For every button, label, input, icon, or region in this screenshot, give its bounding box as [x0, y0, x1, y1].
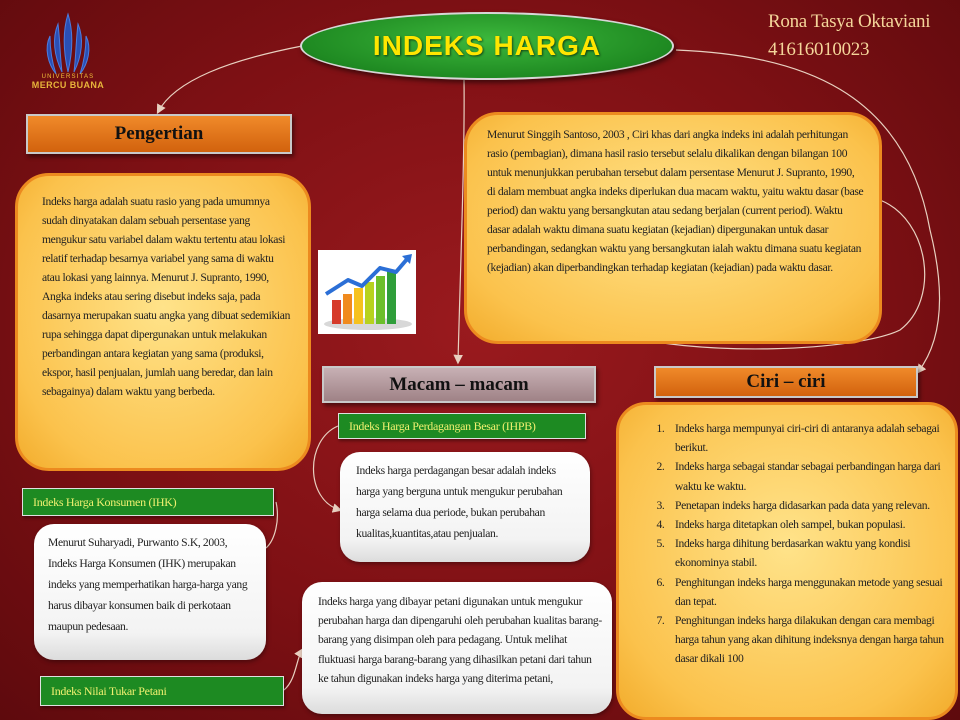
logo-text: [14, 74, 122, 89]
author-name: Rona Tasya Oktaviani: [768, 11, 931, 32]
author-block: [768, 8, 930, 64]
ciri-list-item: 3. Penetapan indeks harga didasarkan pada data yang relevan.: [667, 496, 945, 515]
ihk-text: Menurut Suharyadi, Purwanto S.K, 2003, Indeks Harga Konsumen (IHK) merupakan indeks yang memperhatikan harga-harga yang harus dibayar konsumen baik di perkotaan maupun pedesaan.: [48, 536, 248, 633]
author-id: 41616010023: [768, 39, 870, 60]
ihpb-box: [340, 452, 590, 562]
ciri-list-item: 6. Penghitungan indeks harga menggunakan metode yang sesuai dan tepat.: [667, 573, 945, 611]
ihk-label: [22, 488, 274, 516]
ihk-label-text: Indeks Harga Konsumen (IHK): [33, 494, 177, 509]
ciri-list-box: [616, 402, 958, 720]
ihpb-text: Indeks harga perdagangan besar adalah indeks harga yang berguna untuk mengukur perubahan harga selama dua periode, bukan perubahan kualitas,kuantitas,atau penjualan.: [356, 464, 563, 540]
line-to-ntp: [284, 650, 302, 690]
ciri-list-item: 2. Indeks harga sebagai standar sebagai perbandingan harga dari waktu ke waktu.: [667, 457, 945, 495]
line-to-ihpb: [313, 426, 340, 510]
pengertian-header: [26, 114, 292, 154]
ciri-definition-text: Menurut Singgih Santoso, 2003 , Ciri khas dari angka indeks ini adalah perhitungan rasio (pembagian), dimana hasil rasio tersebut selalu dikalikan dengan bilangan 100 untuk menunjukkan perubahan tersebut dalam persentase Menurut J. Supranto, 1990, di dalam membuat angka indeks diperlukan dua macam waktu, yaitu waktu dasar (base period) dan waktu yang bersangkutan atau sedang berjalan (current period). Waktu dasar adalah waktu dimana suatu kegiatan (kejadian) dipergunakan untuk dasar perbandingan, sedangkan waktu yang bersangkutan ialah waktu dimana suatu kegiatan (kejadian) akan diperbandingkan terhadap kegiatan (kejadian) pada waktu dasar.: [487, 128, 864, 274]
ntp-label: [40, 676, 284, 706]
ciri-list-item: 1. Indeks harga mempunyai ciri-ciri di antaranya adalah sebagai berikut.: [667, 419, 945, 457]
ciri-list-item: 7. Penghitungan indeks harga dilakukan dengan cara membagi harga tahun yang akan dihitung indeksnya dengan harga tahun dasar dikali 100: [667, 611, 945, 669]
arrow-to-pengertian: [158, 46, 302, 112]
page-title: INDEKS HARGA: [372, 30, 602, 61]
ciri-list-item: 4. Indeks harga ditetapkan oleh sampel, bukan populasi.: [667, 515, 945, 534]
ciri-list-item: 5. Indeks harga dihitung berdasarkan waktu yang kondisi ekonominya stabil.: [667, 534, 945, 572]
logo-name-text: MERCU BUANA: [31, 80, 105, 90]
title-ellipse: [300, 12, 674, 80]
ihk-box: [34, 524, 266, 660]
rising-bar-chart-icon: [318, 250, 416, 334]
pengertian-heading: Pengertian: [114, 123, 204, 144]
ntp-text: Indeks harga yang dibayar petani digunakan untuk mengukur perubahan harga dan dipengaruhi oleh perubahan kualitas barang-barang yang disimpan oleh para pedagang. Untuk melihat fluktuasi harga barang-barang yang dihasilkan petani dari tahun ke tahun digunakan indeks harga yang diterima petani,: [318, 595, 602, 685]
ihpb-label: [338, 413, 586, 439]
ntp-label-text: Indeks Nilai Tukar Petani: [51, 683, 167, 698]
macam-header: [322, 366, 596, 403]
pengertian-box: [15, 173, 311, 471]
ciri-heading: Ciri – ciri: [746, 371, 826, 392]
pengertian-text: Indeks harga adalah suatu rasio yang pada umumnya sudah dinyatakan dalam sebuah persentase yang mengukur satu variabel dalam waktu tertentu atau lokasi relatif terhadap besarnya variabel yang sama di waktu atau lokasi yang lainnya. Menurut J. Supranto, 1990, Angka indeks atau sering disebut indeks saja, pada dasarnya merupakan suatu angka yang dibuat sedemikian rupa sehingga dapat dipergunakan untuk melakukan perbandingan antara kegiatan yang sama (produksi, ekspor, hasil penjualan, jumlah uang beredar, dan lain sebagainya) dalam waktu yang berbeda.: [42, 195, 291, 398]
logo-university-text: UNIVERSITAS: [41, 74, 95, 80]
ciri-list: [635, 419, 945, 669]
ihpb-label-text: Indeks Harga Perdagangan Besar (IHPB): [349, 418, 536, 433]
ciri-definition-box: [464, 112, 882, 344]
ntp-box: [302, 582, 612, 714]
macam-heading: Macam – macam: [389, 373, 529, 395]
ciri-header: [654, 366, 918, 398]
